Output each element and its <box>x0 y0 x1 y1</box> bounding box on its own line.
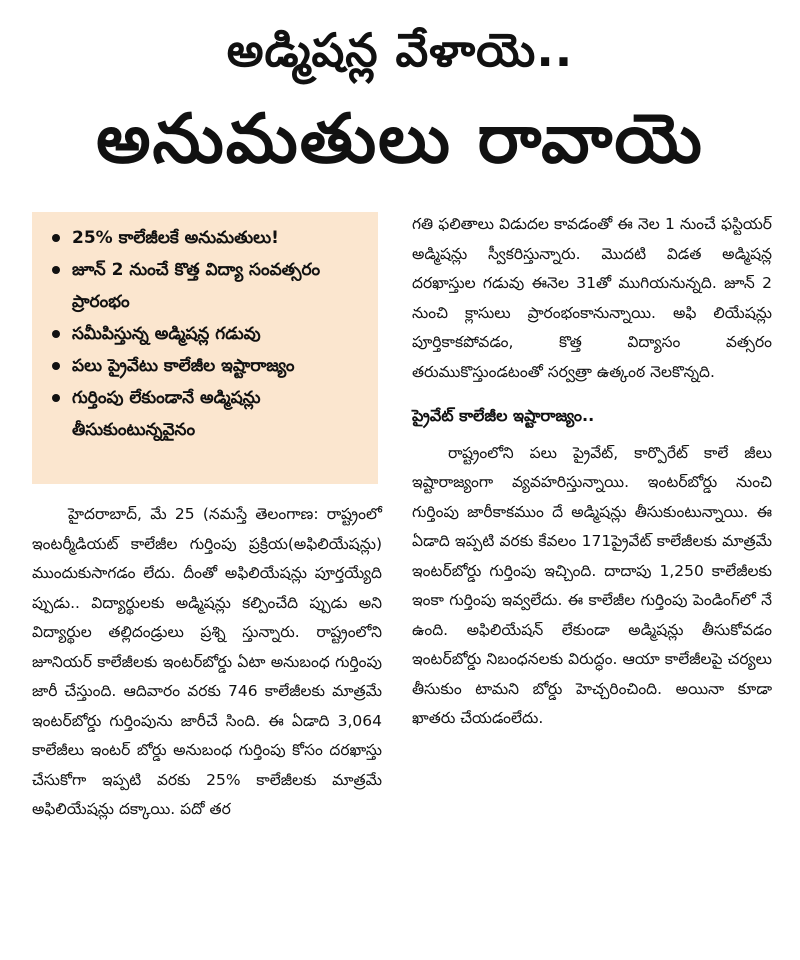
highlight-text: 25% కాలేజీలకే అనుమతులు! <box>72 228 279 248</box>
article-paragraph: రాష్ట్రంలోని పలు ప్రైవేట్, కార్పొరేట్ కాలే జీలు ఇష్టారాజ్యంగా వ్యవహరిస్తున్నాయి. ఇంటర్‌బోర్డు నుంచి గుర్తింపు జారీకాకముం దే అడ్మిషన్లు తీసుకుంటున్నాయి. ఈ ఏడాది ఇప్పటి వరకు కేవలం 171ప్రైవేట్ కాలేజీలకు మాత్రమే ఇంటర్‌బోర్డు గుర్తింపు ఇచ్చింది. దాదాపు 1,250 కాలేజీలకు ఇంకా గుర్తింపు ఇవ్వలేదు. ఈ కాలేజీల గుర్తింపు పెండింగ్‌లో నే ఉంది. అఫిలియేషన్ లేకుండా అడ్మిషన్లు తీసుకోవడం ఇంటర్‌బోర్డు నిబంధనలకు విరుద్ధం. ఆయా కాలేజీలపై చర్యలు తీసుకుం టామని బోర్డు హెచ్చరించింది. అయినా కూడా ఖాతరు చేయడంలేదు. <box>412 443 772 727</box>
headline-main: అనుమతులు రావాయె <box>96 100 704 179</box>
bullet-icon <box>52 266 60 274</box>
bullet-icon <box>52 362 60 370</box>
highlight-text: సమీపిస్తున్న అడ్మిషన్ల గడువు <box>72 324 261 344</box>
right-column <box>412 210 772 734</box>
section-subheading: ప్రైవేట్ కాలేజీల ఇష్టారాజ్యం.. <box>412 406 595 425</box>
highlight-item <box>52 350 368 382</box>
highlight-text: పలు ప్రైవేటు కాలేజీల ఇష్టారాజ్యం <box>72 356 295 376</box>
highlights-box <box>32 212 378 484</box>
left-column <box>32 500 382 825</box>
highlight-item <box>52 382 368 446</box>
article-paragraph: గతి ఫలితాలు విడుదల కావడంతో ఈ నెల 1 నుంచే ఫస్టియర్ అడ్మిషన్లు స్వీకరిస్తున్నారు. మొదటి విడత అడ్మిషన్ల దరఖాస్తుల గడువు ఈనెల 31తో ముగియనున్నది. జూన్ 2 నుంచి క్లాసులు ప్రారంభంకానున్నాయి. అఫి లియేషన్లు పూర్తికాకపోవడం, కొత్త విద్యాసం వత్సరం తరుముకొస్తుండటంతో సర్వత్రా ఉత్కంఠ నెలకొన్నది. <box>412 215 772 381</box>
highlight-item <box>52 222 368 254</box>
highlight-text: జూన్ 2 నుంచే కొత్త విద్యా సంవత్సరం ప్రారంభం <box>72 260 321 312</box>
bullet-icon <box>52 234 60 242</box>
article-paragraph: హైదరాబాద్, మే 25 (నమస్తే తెలంగాణ: రాష్ట్రంలో ఇంటర్మీడియట్ కాలేజీల గుర్తింపు ప్రక్రియ(అఫిలియేషన్లు) ముందుకుసాగడం లేదు. దీంతో అఫిలియేషన్లు పూర్తయ్యేది ప్పుడు.. విద్యార్థులకు అడ్మిషన్లు కల్పించేది ప్పుడు అని విద్యార్థుల తల్లిదండ్రులు ప్రశ్ని స్తున్నారు. రాష్ట్రంలోని జూనియర్ కాలేజీలకు ఇంటర్‌బోర్డు ఏటా అనుబంధ గుర్తింపు జారీ చేస్తుంది. ఆదివారం వరకు 746 కాలేజీలకు మాత్రమే ఇంటర్‌బోర్డు గుర్తింపును జారీచే సింది. ఈ ఏడాది 3,064 కాలేజీలు ఇంటర్ బోర్డు అనుబంధ గుర్తింపు కోసం దరఖాస్తు చేసుకోగా ఇప్పటి వరకు 25% కాలేజీలకు మాత్రమే అఫిలియేషన్లు దక్కాయి. పదో తర <box>32 505 382 818</box>
bullet-icon <box>52 330 60 338</box>
highlight-item <box>52 254 368 318</box>
highlight-text: గుర్తింపు లేకుండానే అడ్మిషన్లు తీసుకుంటున్నవైనం <box>72 388 261 440</box>
highlight-item <box>52 318 368 350</box>
bullet-icon <box>52 394 60 402</box>
headline-kicker: అడ్మిషన్ల వేళాయె.. <box>226 23 574 77</box>
